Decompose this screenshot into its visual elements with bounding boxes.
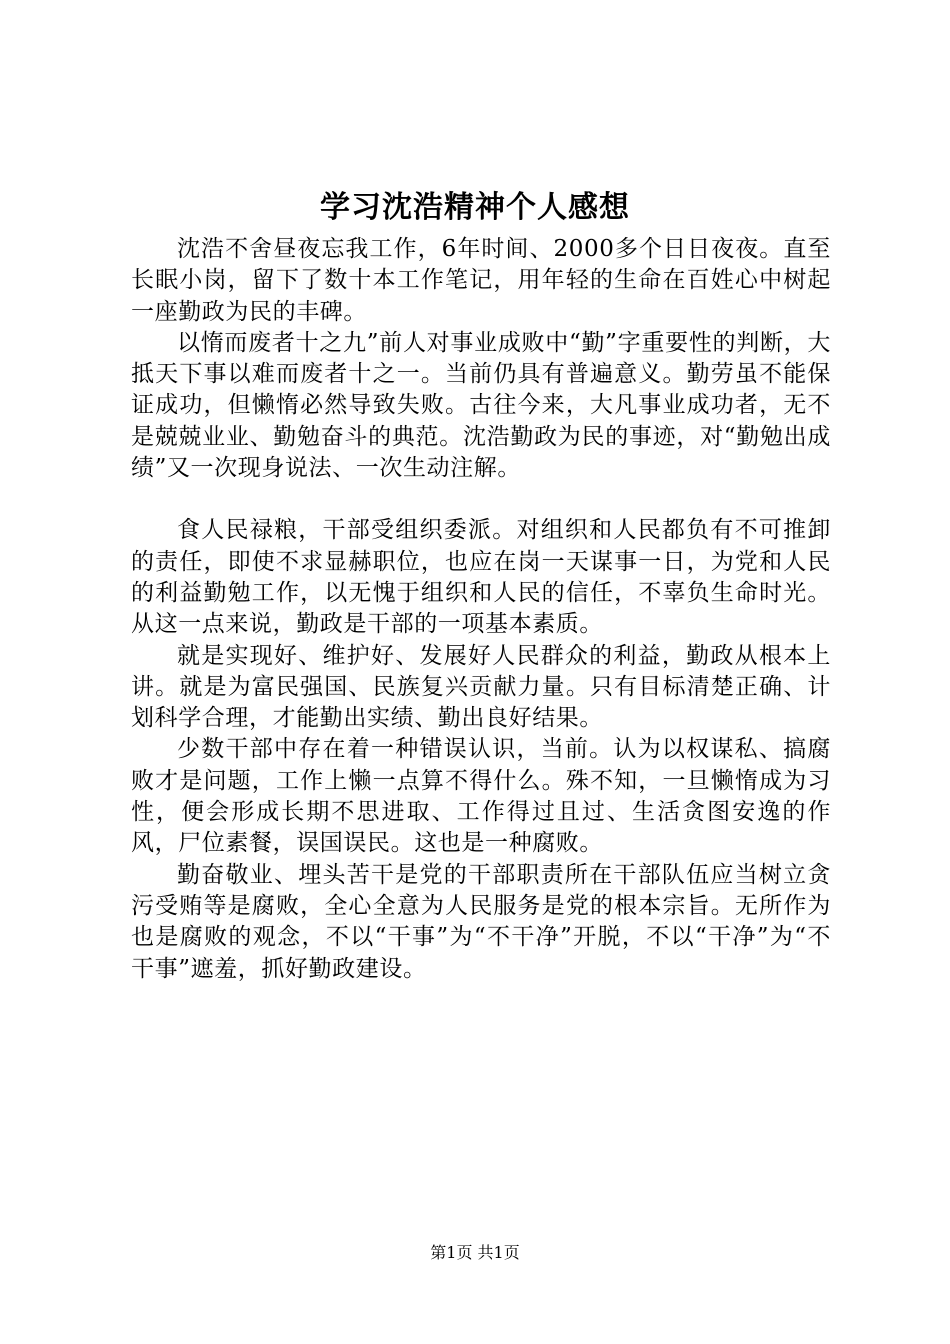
document-body (131, 234, 831, 985)
paragraph-6: 勤奋敬业、埋头苦干是党的干部职责所在干部队伍应当树立贪污受贿等是腐败，全心全意为人民服务是党的根本宗旨。无所作为也是腐败的观念，不以“干事”为“不干净”开脱，不以“干净”为“不干事”遮羞，抓好勤政建设。 (131, 861, 831, 982)
paragraph-4: 就是实现好、维护好、发展好人民群众的利益，勤政从根本上讲。就是为富民强国、民族复兴贡献力量。只有目标清楚正确、计划科学合理，才能勤出实绩、勤出良好结果。 (131, 642, 831, 732)
paragraph-5: 少数干部中存在着一种错误认识，当前。认为以权谋私、搞腐败才是问题，工作上懒一点算不得什么。殊不知，一旦懒惰成为习性，便会形成长期不思进取、工作得过且过、生活贪图安逸的作风，尸位素餐，误国误民。这也是一种腐败。 (131, 736, 831, 857)
paragraph-1: 沈浩不舍昼夜忘我工作，6年时间、2000多个日日夜夜。直至长眠小岗，留下了数十本工作笔记，用年轻的生命在百姓心中树起一座勤政为民的丰碑。 (131, 236, 831, 325)
document-title: 学习沈浩精神个人感想 (320, 190, 630, 225)
paragraph-2: 以惰而废者十之九”前人对事业成败中“勤”字重要性的判断，大抵天下事以难而废者十之一。当前仍具有普遍意义。勤劳虽不能保证成功，但懒惰必然导致失败。古往今来，大凡事业成功者，无不是兢兢业业、勤勉奋斗的典范。沈浩勤政为民的事迹，对“勤勉出成绩”又一次现身说法、一次生动注解。 (131, 329, 831, 482)
paragraph-3: 食人民禄粮，干部受组织委派。对组织和人民都负有不可推卸的责任，即使不求显赫职位，也应在岗一天谋事一日，为党和人民的利益勤勉工作，以无愧于组织和人民的信任，不辜负生命时光。从这一点来说，勤政是干部的一项基本素质。 (131, 517, 831, 638)
page-footer: 第1页 共1页 (430, 1243, 520, 1262)
